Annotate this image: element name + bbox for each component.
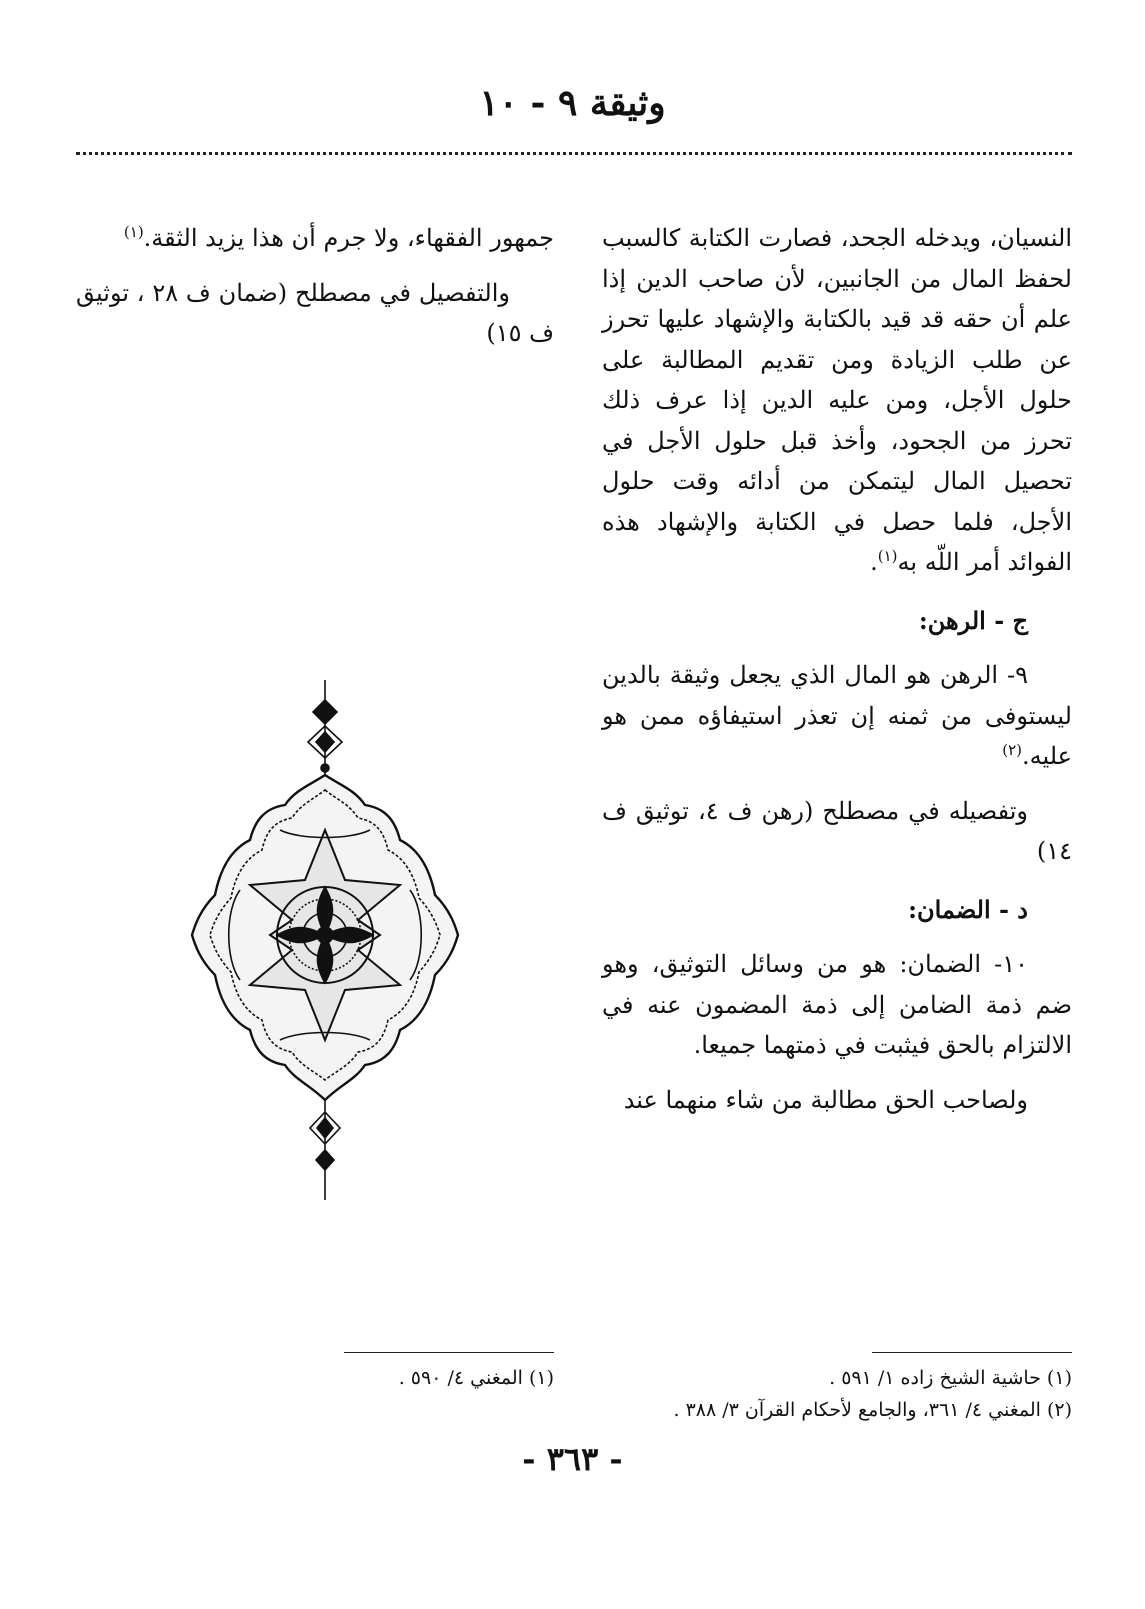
footnote-ref: (٢) (1002, 741, 1022, 759)
paragraph-rahn-reference: وتفصيله في مصطلح (رهن ف ٤، توثيق ف ١٤) (602, 796, 1072, 865)
footnote: (١) المغني ٤/ ٥٩٠ . (398, 1367, 554, 1389)
section-heading-rahn: ج - الرهن: (918, 605, 1028, 635)
paragraph-daman-definition: ١٠- الضمان: هو من وسائل التوثيق، وهو ضم ذمة الضامن إلى ذمة المضمون عنه في الالتزام بالحق فيثبت في ذمتهما جميعا. (602, 950, 1072, 1059)
right-column (602, 218, 1072, 1120)
footnote: (١) حاشية الشيخ زاده ١/ ٥٩١ . (829, 1367, 1072, 1389)
page-title: وثيقة ٩ - ١٠ (479, 82, 666, 124)
footnote: (٢) المغني ٤/ ٣٦١، والجامع لأحكام القرآن ٣/ ٣٨٨ . (673, 1399, 1072, 1421)
paragraph-text: جمهور الفقهاء، ولا جرم أن هذا يزيد الثقة. (143, 224, 554, 252)
footnote-divider (872, 1352, 1072, 1353)
paragraph-continued (602, 218, 1072, 583)
title-divider (76, 152, 1072, 155)
paragraph-daman-continued: ولصاحب الحق مطالبة من شاء منهما عند (623, 1085, 1028, 1114)
paragraph-continued (76, 218, 554, 259)
footnote-divider (344, 1352, 554, 1353)
page-number: - ٣٦٣ - (522, 1440, 623, 1478)
footnotes-right (560, 1362, 1072, 1426)
paragraph-end: . (870, 548, 878, 576)
footnote-ref: (١) (123, 223, 144, 241)
arabesque-ornament-icon (180, 680, 470, 1200)
paragraph-daman-reference: والتفصيل في مصطلح (ضمان ف ٢٨ ، توثيق ف ١٥) (76, 278, 554, 347)
paragraph-rahn-definition (602, 655, 1072, 777)
footnotes-left (200, 1362, 554, 1394)
left-column (76, 218, 554, 354)
paragraph-text: ٩- الرهن هو المال الذي يجعل وثيقة بالدين ليستوفى من ثمنه إن تعذر استيفاؤه ممن هو عليه. (602, 661, 1072, 770)
footnote-ref: (١) (877, 547, 898, 565)
section-heading-daman: د - الضمان: (908, 894, 1028, 924)
paragraph-text: النسيان، ويدخله الجحد، فصارت الكتابة كالسبب لحفظ المال من الجانبين، لأن صاحب الدين إذا علم أن حقه قد قيد بالكتابة والإشهاد عليها تحرز عن طلب الزيادة ومن تقديم المطالبة على حلول الأجل، ومن عليه الدين إذا عرف ذلك تحرز من الجحود، وأخذ قبل حلول الأجل في تحصيل المال ليتمكن من أدائه وقت حلول الأجل، فلما حصل في الكتابة والإشهاد هذه الفوائد أمر اللّه به (602, 224, 1072, 576)
